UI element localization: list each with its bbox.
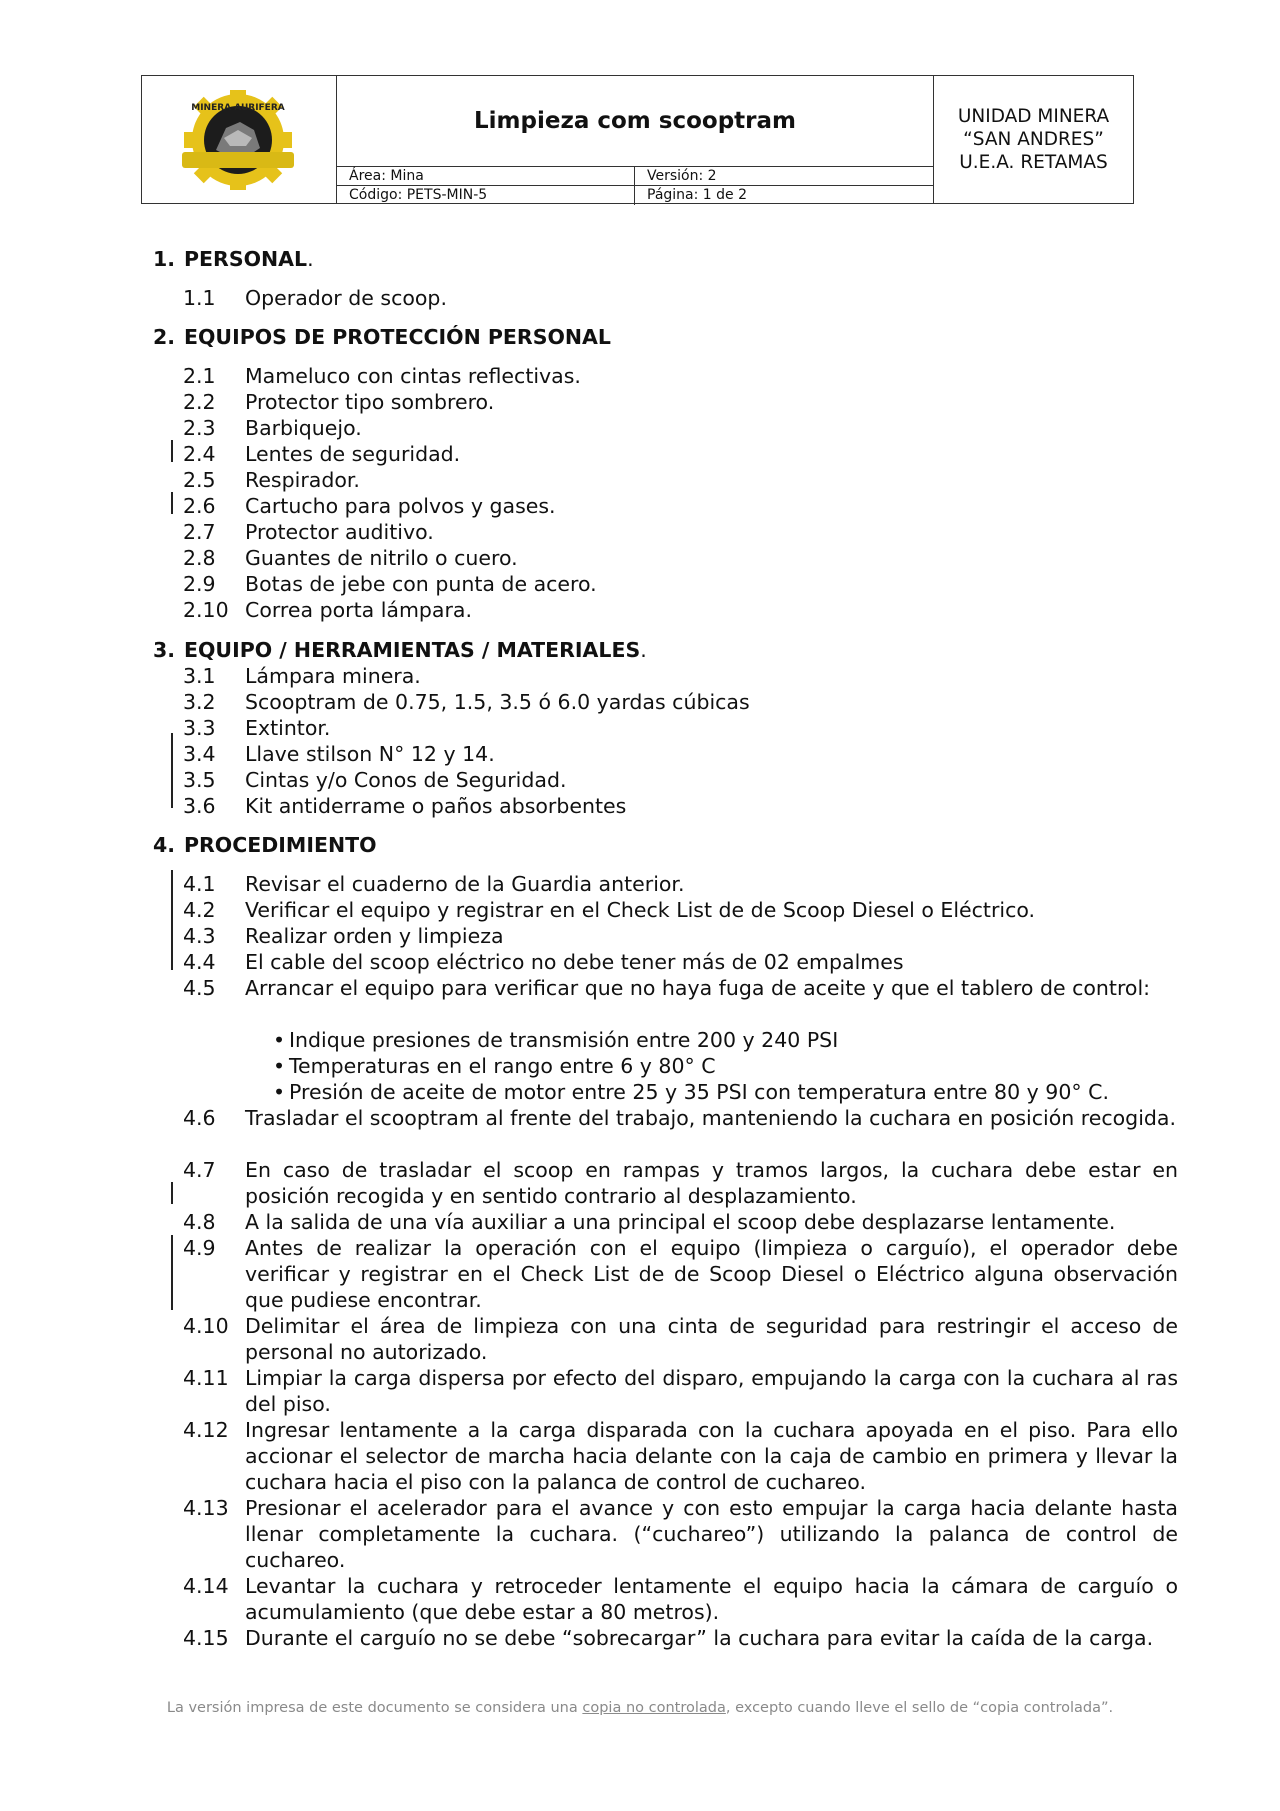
list-item: 2.6 Cartucho para polvos y gases. (183, 494, 556, 518)
area-label: Área: Mina (349, 168, 424, 184)
change-bar (171, 870, 173, 970)
list-item: 4.14 Levantar la cuchara y retroceder lentamente el equipo hacia la cámara de carguío o acumulamiento (que debe estar a 80 metros). (183, 1574, 1178, 1624)
list-item: 2.1 Mameluco con cintas reflectivas. (183, 364, 581, 388)
list-item: 2.4 Lentes de seguridad. (183, 442, 461, 466)
list-item: 3.1 Lámpara minera. (183, 664, 421, 688)
list-item: 3.6 Kit antiderrame o paños absorbentes (183, 794, 627, 818)
change-bar (171, 733, 173, 808)
company-line: UNIDAD MINERA (957, 106, 1110, 127)
list-item: 4.5 Arrancar el equipo para verificar que no haya fuga de aceite y que el tablero de control: (183, 976, 1151, 1000)
footer-text: La versión impresa de este documento se considera una (166, 1700, 583, 1716)
list-item: 4.8 A la salida de una vía auxiliar a una principal el scoop debe desplazarse lentamente. (183, 1210, 1116, 1234)
page-footer (0, 1700, 1280, 1716)
list-item: 3.3 Extintor. (183, 716, 331, 740)
list-item: 4.13 Presionar el acelerador para el avance y con esto empujar la carga hacia delante hasta llenar completamente la cuchara. (“cuchareo”) utilizando la palanca de control de cuchareo. (183, 1496, 1178, 1572)
section-heading: 1. PERSONAL. (153, 247, 314, 271)
list-item: 4.11 Limpiar la carga dispersa por efecto del disparo, empujando la carga con la cuchara al ras del piso. (183, 1366, 1178, 1416)
bullet-item: • Presión de aceite de motor entre 25 y 35 PSI con temperatura entre 80 y 90° C. (273, 1080, 1109, 1104)
list-item: 3.2 Scooptram de 0.75, 1.5, 3.5 ó 6.0 yardas cúbicas (183, 690, 750, 714)
code-label: Código: PETS-MIN-5 (349, 187, 488, 203)
list-item: 4.10 Delimitar el área de limpieza con una cinta de seguridad para restringir el acceso de personal no autorizado. (183, 1314, 1178, 1364)
change-bar (171, 1182, 173, 1204)
bullet-item: • Temperaturas en el rango entre 6 y 80° C (273, 1054, 716, 1078)
list-item: 4.15 Durante el carguío no se debe “sobrecargar” la cuchara para evitar la caída de la carga. (183, 1626, 1154, 1650)
list-item: 4.7 En caso de trasladar el scoop en rampas y tramos largos, la cuchara debe estar en posición recogida y en sentido contrario al desplazamiento. (183, 1158, 1178, 1208)
list-item: 1.1 Operador de scoop. (183, 286, 447, 310)
company-line: “SAN ANDRES” (963, 129, 1104, 150)
page-label: Página: 1 de 2 (634, 186, 747, 205)
bullet-item: • Indique presiones de transmisión entre 200 y 240 PSI (273, 1028, 839, 1052)
list-item: 2.10 Correa porta lámpara. (183, 598, 473, 622)
version-label: Versión: 2 (634, 167, 717, 186)
list-item: 4.3 Realizar orden y limpieza (183, 924, 504, 948)
list-item: 2.7 Protector auditivo. (183, 520, 434, 544)
list-item: 4.9 Antes de realizar la operación con el equipo (limpieza o carguío), el operador debe verificar y registrar en el Check List de de Scoop Diesel o Eléctrico alguna observación que pudiese encontrar. (183, 1236, 1178, 1312)
section-heading: 4. PROCEDIMIENTO (153, 833, 377, 857)
list-item: 4.12 Ingresar lentamente a la carga disparada con la cuchara apoyada en el piso. Para ello accionar el selector de marcha hacia delante con la caja de cambio en primera y llevar la cuchara hacia el piso con la palanca de control de cuchareo. (183, 1418, 1178, 1494)
list-item: 4.6 Trasladar el scooptram al frente del trabajo, manteniendo la cuchara en posición recogida. (183, 1106, 1176, 1130)
footer-link: copia no controlada (582, 1700, 726, 1716)
section-heading: 2. EQUIPOS DE PROTECCIÓN PERSONAL (153, 325, 611, 349)
list-item: 2.5 Respirador. (183, 468, 360, 492)
list-item: 2.9 Botas de jebe con punta de acero. (183, 572, 597, 596)
footer-text: , excepto cuando lleve el sello de “copia controlada”. (725, 1700, 1114, 1716)
list-item: 4.1 Revisar el cuaderno de la Guardia anterior. (183, 872, 685, 896)
change-bar (171, 492, 173, 514)
company-line: U.E.A. RETAMAS (959, 152, 1108, 173)
document-title: Limpieza com scooptram (474, 108, 796, 134)
list-item: 4.2 Verificar el equipo y registrar en el Check List de de Scoop Diesel o Eléctrico. (183, 898, 1036, 922)
list-item: 2.8 Guantes de nitrilo o cuero. (183, 546, 518, 570)
section-heading: 3. EQUIPO / HERRAMIENTAS / MATERIALES. (153, 638, 647, 662)
change-bar (171, 440, 173, 462)
list-item: 3.4 Llave stilson N° 12 y 14. (183, 742, 495, 766)
change-bar (171, 1235, 173, 1310)
list-item: 4.4 El cable del scoop eléctrico no debe tener más de 02 empalmes (183, 950, 904, 974)
list-item: 2.2 Protector tipo sombrero. (183, 390, 495, 414)
list-item: 3.5 Cintas y/o Conos de Seguridad. (183, 768, 567, 792)
svg-text:MINERA AURIFERA: MINERA AURIFERA (191, 103, 285, 113)
list-item: 2.3 Barbiquejo. (183, 416, 362, 440)
